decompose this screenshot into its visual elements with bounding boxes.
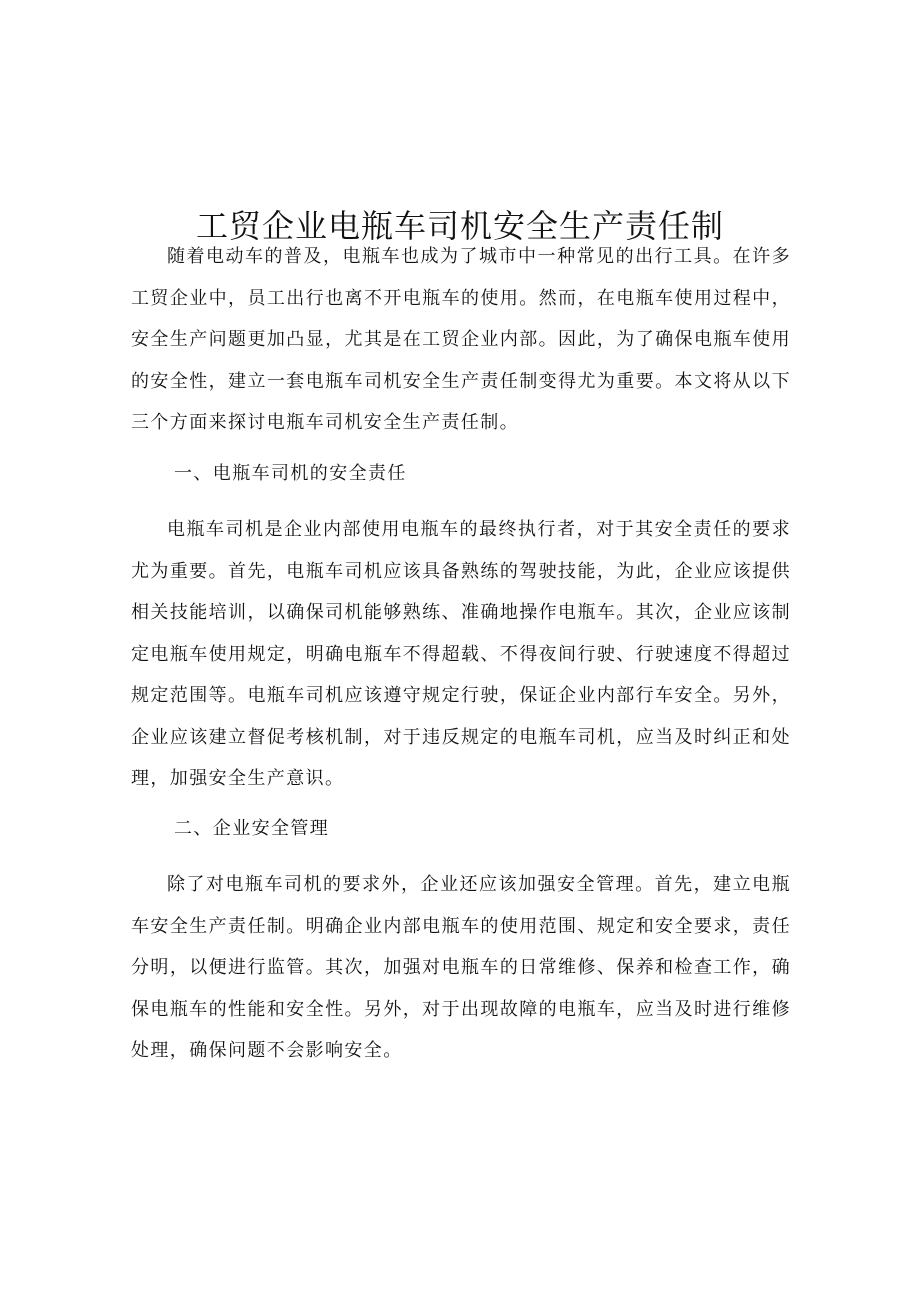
- document-title: 工贸企业电瓶车司机安全生产责任制: [195, 207, 724, 246]
- section-heading-2: 二、企业安全管理: [174, 818, 330, 839]
- intro-paragraph: 随着电动车的普及，电瓶车也成为了城市中一种常见的出行工具。在许多工贸企业中，员工出行也离不开电瓶车的使用。然而，在电瓶车使用过程中，安全生产问题更加凸显，尤其是在工贸企业内部。因此，为了确保电瓶车使用的安全性，建立一套电瓶车司机安全生产责任制变得尤为重要。本文将从以下三个方面来探讨电瓶车司机安全生产责任制。: [131, 246, 791, 433]
- section-body-1: 电瓶车司机是企业内部使用电瓶车的最终执行者，对于其安全责任的要求尤为重要。首先，电瓶车司机应该具备熟练的驾驶技能，为此，企业应该提供相关技能培训，以确保司机能够熟练、准确地操作电瓶车。其次，企业应该制定电瓶车使用规定，明确电瓶车不得超载、不得夜间行驶、行驶速度不得超过规定范围等。电瓶车司机应该遵守规定行驶，保证企业内部行车安全。另外，企业应该建立督促考核机制，对于违反规定的电瓶车司机，应当及时纠正和处理，加强安全生产意识。: [131, 519, 791, 789]
- section-heading-1: 一、电瓶车司机的安全责任: [174, 463, 407, 484]
- section-body-2: 除了对电瓶车司机的要求外，企业还应该加强安全管理。首先，建立电瓶车安全生产责任制。明确企业内部电瓶车的使用范围、规定和安全要求，责任分明，以便进行监管。其次，加强对电瓶车的日常维修、保养和检查工作，确保电瓶车的性能和安全性。另外，对于出现故障的电瓶车，应当及时进行维修处理，确保问题不会影响安全。: [131, 874, 791, 1061]
